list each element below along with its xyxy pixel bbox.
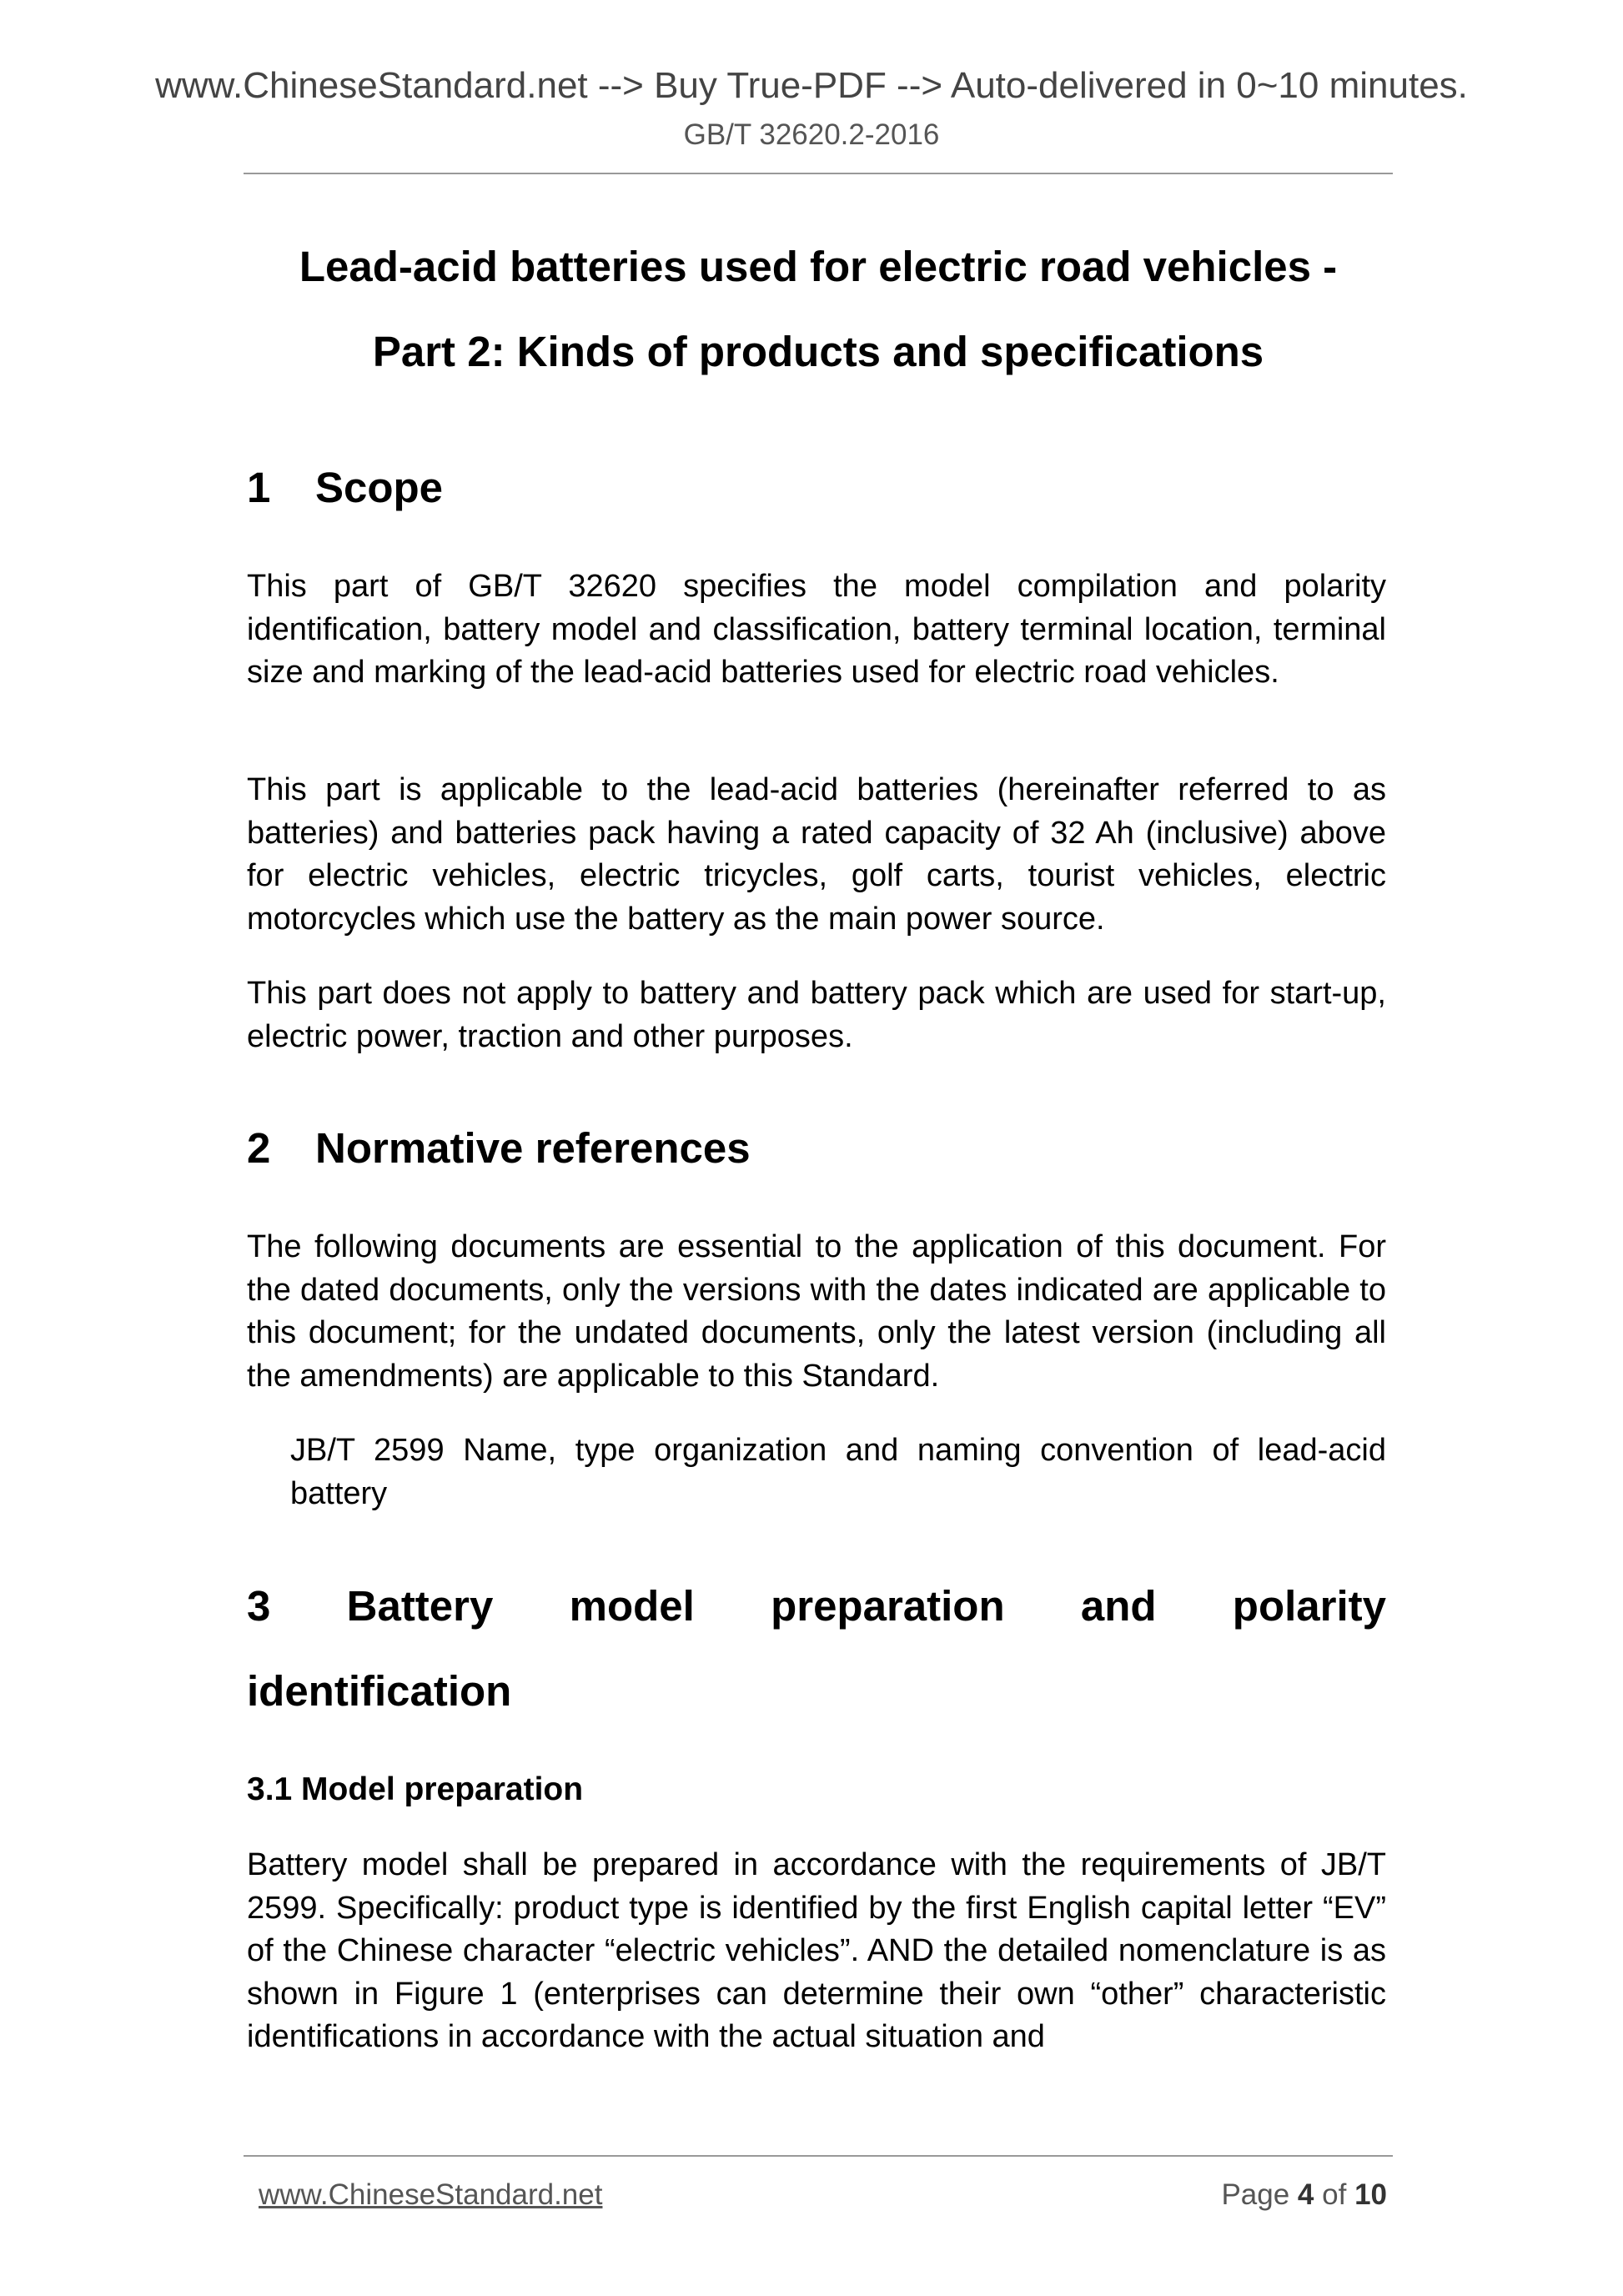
header-divider [244, 173, 1393, 174]
scope-paragraph-1: This part of GB/T 32620 specifies the model compilation and polarity identification, battery model and classification, battery terminal location, terminal size and marking of the lead-acid batteries used for electric road vehicles. [247, 569, 1386, 690]
section-number: 2 [247, 1124, 271, 1172]
document-title-line2: Part 2: Kinds of products and specifications [372, 328, 1264, 375]
scope-paragraph-3: This part does not apply to battery and battery pack which are used for start-up, electric power, traction and other purposes. [247, 976, 1386, 1054]
page-of: of [1322, 2178, 1347, 2211]
heading-word: Battery [346, 1582, 494, 1630]
document-title-line1: Lead-acid batteries used for electric road vehicles - [299, 243, 1338, 290]
section-2-heading [247, 1123, 751, 1173]
page-indicator [1221, 2178, 1387, 2212]
section-1-heading [247, 463, 443, 512]
section-number: 1 [247, 464, 271, 511]
page-current: 4 [1297, 2178, 1314, 2211]
scope-paragraph-2: This part is applicable to the lead-acid batteries (hereinafter referred to as batteries) and batteries pack having a rated capacity of 32 Ah (inclusive) above for electric vehicles, electric tricycles, golf carts, tourist vehicles, electric motorcycles which use the battery as the main power source. [247, 772, 1386, 937]
footer-site-link[interactable]: www.ChineseStandard.net [259, 2178, 603, 2211]
header-banner: www.ChineseStandard.net --> Buy True-PDF --> Auto-delivered in 0~10 minutes. [155, 65, 1468, 106]
model-preparation-paragraph: Battery model shall be prepared in accordance with the requirements of JB/T 2599. Specifically: product type is identified by the first English capital letter “EV” of the Chinese character “electric vehicles”. AND the detailed nomenclature is as shown in Figure 1 (enterprises can determine their own “other” characteristic identifications in accordance with the actual situation and [247, 1847, 1386, 2054]
heading-word: model [569, 1582, 695, 1630]
footer-divider [244, 2155, 1393, 2157]
page-total: 10 [1354, 2178, 1387, 2211]
references-paragraph: The following documents are essential to the application of this document. For the dated documents, only the versions with the dates indicated are applicable to this document; for the undated documents, only the latest version (including all the amendments) are applicable to this Standard. [247, 1229, 1386, 1394]
page-prefix: Page [1221, 2178, 1290, 2211]
section-3-heading [247, 1581, 1386, 1630]
subsection-3-1-heading: 3.1 Model preparation [247, 1771, 584, 1807]
section-title: Normative references [315, 1124, 751, 1172]
standard-number: GB/T 32620.2-2016 [683, 118, 940, 151]
heading-word: and [1080, 1582, 1157, 1630]
reference-item: JB/T 2599 Name, type organization and naming convention of lead-acid battery [290, 1433, 1386, 1511]
section-3-heading-continued: identification [247, 1667, 512, 1715]
section-title: Scope [315, 464, 444, 511]
heading-word: polarity [1232, 1582, 1386, 1630]
section-number: 3 [247, 1582, 271, 1630]
heading-word: preparation [771, 1582, 1005, 1630]
